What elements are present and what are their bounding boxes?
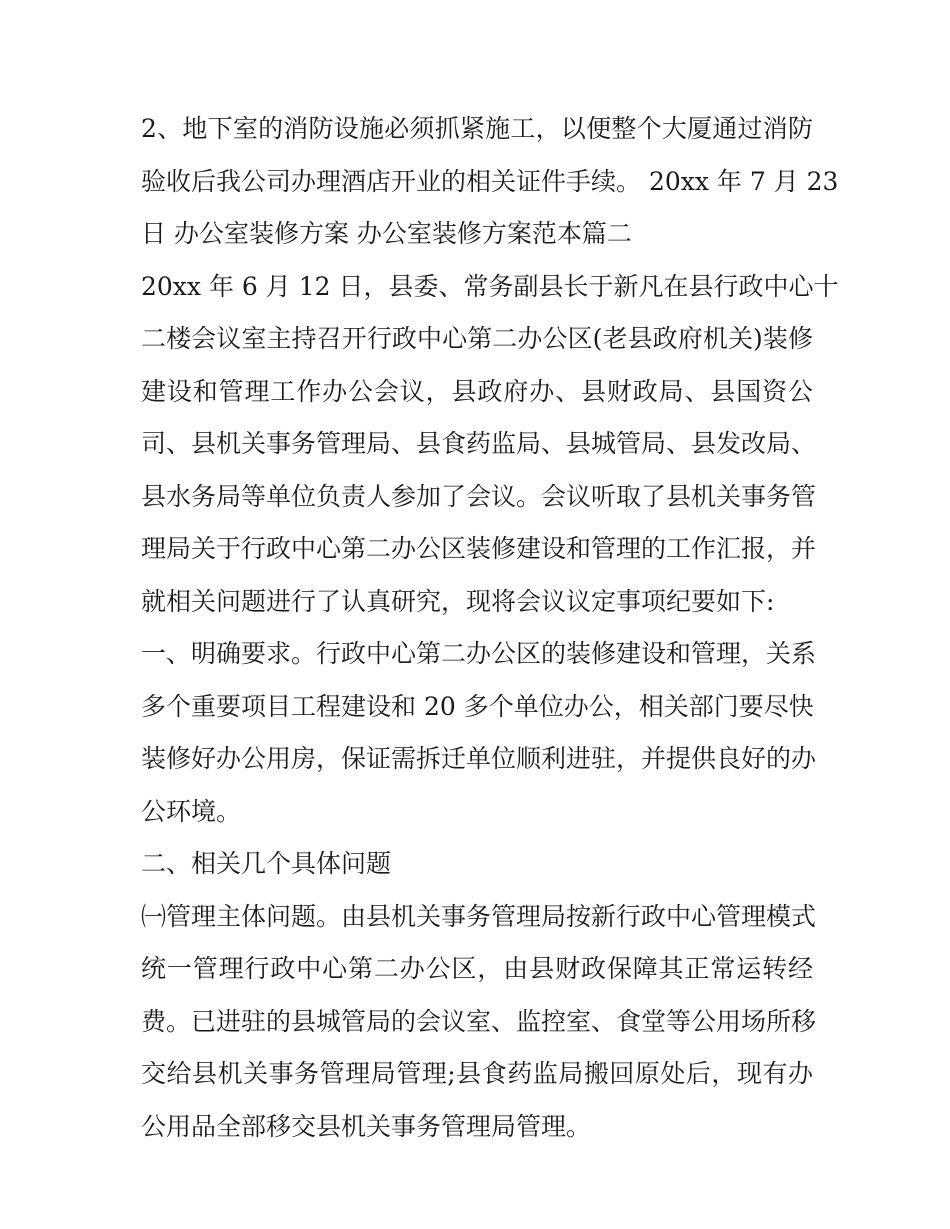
text-line: 日 办公室装修方案 办公室装修方案范本篇二 xyxy=(141,219,632,248)
text-line: 二楼会议室主持召开行政中心第二办公区(老县政府机关)装修 xyxy=(141,324,813,353)
text-line: 费。已进驻的县城管局的会议室、监控室、食堂等公用场所移 xyxy=(141,1006,817,1036)
text-line: 多个重要项目工程建设和 20 多个单位办公，相关部门要尽快 xyxy=(141,691,814,721)
text-line: 验收后我公司办理酒店开业的相关证件手续。 20xx 年 7 月 23 xyxy=(141,166,839,196)
text-line: 交给县机关事务管理局管理;县食药监局搬回原处后，现有办 xyxy=(141,1059,813,1088)
document-body xyxy=(141,103,839,1153)
text-line: 20xx 年 6 月 12 日，县委、常务副县长于新凡在县行政中心十 xyxy=(141,271,839,301)
text-line: 理局关于行政中心第二办公区装修建设和管理的工作汇报，并 xyxy=(141,534,817,563)
text-line: 一、明确要求。行政中心第二办公区的装修建设和管理，关系 xyxy=(141,639,817,668)
text-line: 县水务局等单位负责人参加了会议。会议听取了县机关事务管 xyxy=(141,481,817,511)
section-heading: 二、相关几个具体问题 xyxy=(141,849,392,878)
text-line: 司、县机关事务管理局、县食药监局、县城管局、县发改局、 xyxy=(141,429,817,458)
text-line: 统一管理行政中心第二办公区，由县财政保障其正常运转经 xyxy=(141,954,813,983)
text-line: 公环境。 xyxy=(141,796,242,826)
text-line: 2、地下室的消防设施必须抓紧施工，以便整个大厦通过消防 xyxy=(141,114,813,143)
text-line: 公用品全部移交县机关事务管理局管理。 xyxy=(141,1111,592,1141)
text-line: 装修好办公用房，保证需拆迁单位顺利进驻，并提供良好的办 xyxy=(141,744,817,773)
text-line: 建设和管理工作办公会议，县政府办、县财政局、县国资公 xyxy=(141,376,813,406)
text-line: ㈠管理主体问题。由县机关事务管理局按新行政中心管理模式 xyxy=(141,901,817,931)
text-line: 就相关问题进行了认真研究，现将会议议定事项纪要如下: xyxy=(141,586,775,616)
